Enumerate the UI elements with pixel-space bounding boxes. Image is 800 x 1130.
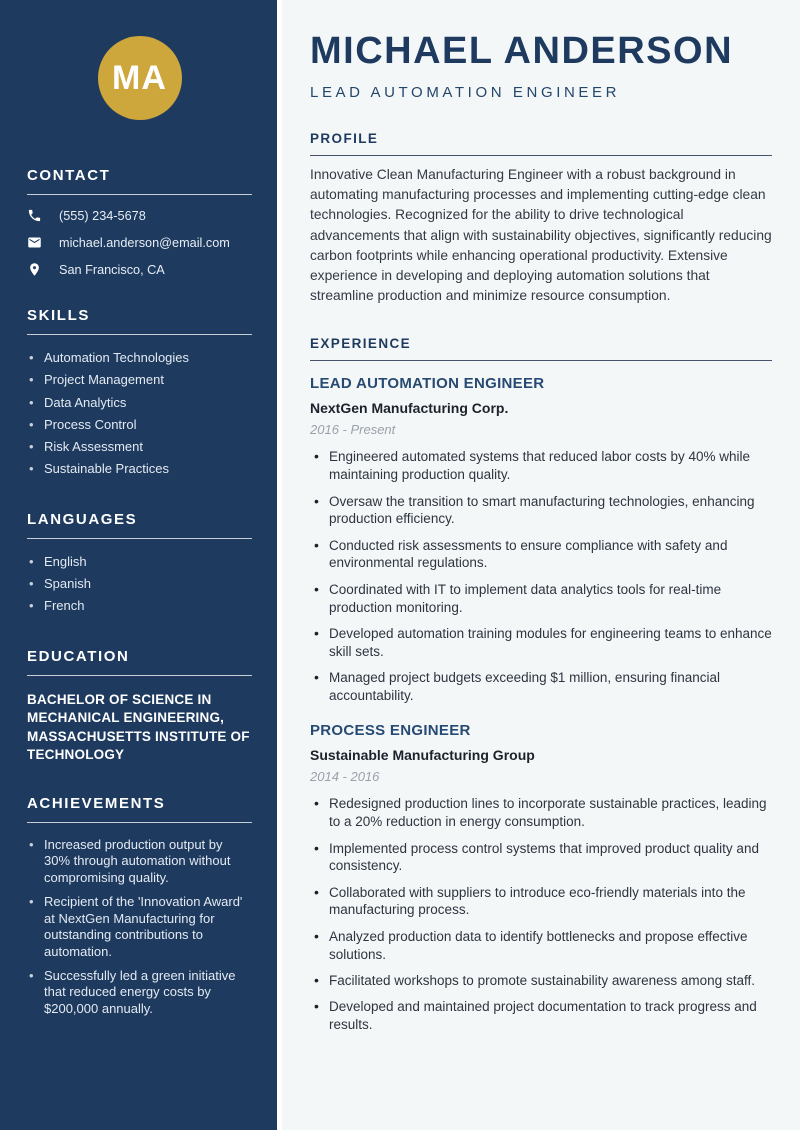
- skill-item: • Sustainable Practices: [27, 458, 252, 480]
- education-section: [27, 648, 252, 765]
- skill-item: • Automation Technologies: [27, 347, 252, 369]
- job-entry-1: [310, 375, 772, 704]
- achievements-list: [27, 837, 252, 1018]
- job-title: LEAD AUTOMATION ENGINEER: [310, 375, 545, 393]
- skills-section: [27, 307, 252, 481]
- job-bullets: [310, 795, 772, 1033]
- bullet-item: • Developed and maintained project documentation to track progress and results.: [310, 998, 772, 1034]
- languages-list: [27, 551, 252, 618]
- bullet-item: • Engineered automated systems that reduced labor costs by 40% while maintaining production quality.: [310, 448, 772, 484]
- job-title: PROCESS ENGINEER: [310, 722, 471, 740]
- contact-heading: CONTACT: [27, 167, 252, 195]
- bullet-item: • Redesigned production lines to incorporate sustainable practices, leading to a 20% reduction in energy consumption.: [310, 795, 772, 831]
- contact-row-location: [27, 262, 252, 277]
- main-content: [277, 0, 800, 1130]
- language-item: • English: [27, 551, 252, 573]
- email-value: michael.anderson@email.com: [59, 235, 230, 250]
- sidebar: [0, 0, 277, 1130]
- bullet-item: • Analyzed production data to identify bottlenecks and propose effective solutions.: [310, 928, 772, 964]
- bullet-item: • Implemented process control systems that improved product quality and consistency.: [310, 840, 772, 876]
- achievement-item: • Successfully led a green initiative that reduced energy costs by $200,000 annually.: [27, 968, 252, 1018]
- contact-row-phone: [27, 208, 252, 223]
- degree-text: BACHELOR OF SCIENCE IN MECHANICAL ENGINEERING, MASSACHUSETTS INSTITUTE OF TECHNOLOGY: [27, 691, 250, 763]
- location-value: San Francisco, CA: [59, 262, 165, 277]
- job-dates: 2016 - Present: [310, 422, 396, 438]
- location-icon: [27, 262, 42, 277]
- achievement-item: • Recipient of the 'Innovation Award' at NextGen Manufacturing for outstanding contributions to automation.: [27, 894, 252, 960]
- mail-icon: [27, 235, 42, 250]
- bullet-item: • Facilitated workshops to promote sustainability awareness among staff.: [310, 972, 772, 990]
- skill-item: • Risk Assessment: [27, 436, 252, 458]
- bullet-item: • Collaborated with suppliers to introduce eco-friendly materials into the manufacturing process.: [310, 884, 772, 920]
- company-name: NextGen Manufacturing Corp.: [310, 400, 509, 417]
- bullet-item: • Developed automation training modules for engineering teams to enhance skill sets.: [310, 625, 772, 661]
- achievements-heading: ACHIEVEMENTS: [27, 795, 252, 823]
- bullet-item: • Managed project budgets exceeding $1 million, ensuring financial accountability.: [310, 669, 772, 705]
- achievement-item: • Increased production output by 30% through automation without compromising quality.: [27, 837, 252, 887]
- company-name: Sustainable Manufacturing Group: [310, 747, 535, 764]
- candidate-name: MICHAEL ANDERSON: [310, 30, 734, 72]
- job-bullets: [310, 448, 772, 704]
- language-item: • Spanish: [27, 573, 252, 595]
- achievements-section: [27, 795, 252, 1018]
- profile-heading: PROFILE: [310, 131, 772, 156]
- languages-section: [27, 511, 252, 618]
- bullet-item: • Oversaw the transition to smart manufacturing technologies, enhancing production efficiency.: [310, 493, 772, 529]
- job-dates: 2014 - 2016: [310, 769, 380, 785]
- skills-heading: SKILLS: [27, 307, 252, 335]
- phone-value: (555) 234-5678: [59, 208, 146, 223]
- experience-heading: EXPERIENCE: [310, 336, 772, 361]
- avatar-initials: MA: [112, 58, 167, 97]
- phone-icon: [27, 208, 42, 223]
- contact-row-email: [27, 235, 252, 250]
- skill-item: • Data Analytics: [27, 392, 252, 414]
- skill-item: • Project Management: [27, 369, 252, 391]
- skill-item: • Process Control: [27, 414, 252, 436]
- contact-section: [27, 167, 252, 277]
- languages-heading: LANGUAGES: [27, 511, 252, 539]
- language-item: • French: [27, 595, 252, 617]
- education-heading: EDUCATION: [27, 648, 252, 676]
- skills-list: [27, 347, 252, 481]
- job-entry-2: [310, 722, 772, 1033]
- bullet-item: • Coordinated with IT to implement data analytics tools for real-time production monitoring.: [310, 581, 772, 617]
- profile-text: Innovative Clean Manufacturing Engineer with a robust background in automating manufacturing processes and implementing cutting-edge clean technologies. Recognized for the ability to drive technological advancements that align with sustainability objectives, significantly reducing carbon footprints while enhancing operational productivity. Extensive experience in developing and deploying automation solutions that streamline production and minimize resource consumption.: [310, 167, 772, 304]
- avatar: [98, 36, 182, 120]
- bullet-item: • Conducted risk assessments to ensure compliance with safety and environmental regulations.: [310, 537, 772, 573]
- candidate-title: LEAD AUTOMATION ENGINEER: [310, 84, 621, 101]
- contact-list: [27, 208, 252, 277]
